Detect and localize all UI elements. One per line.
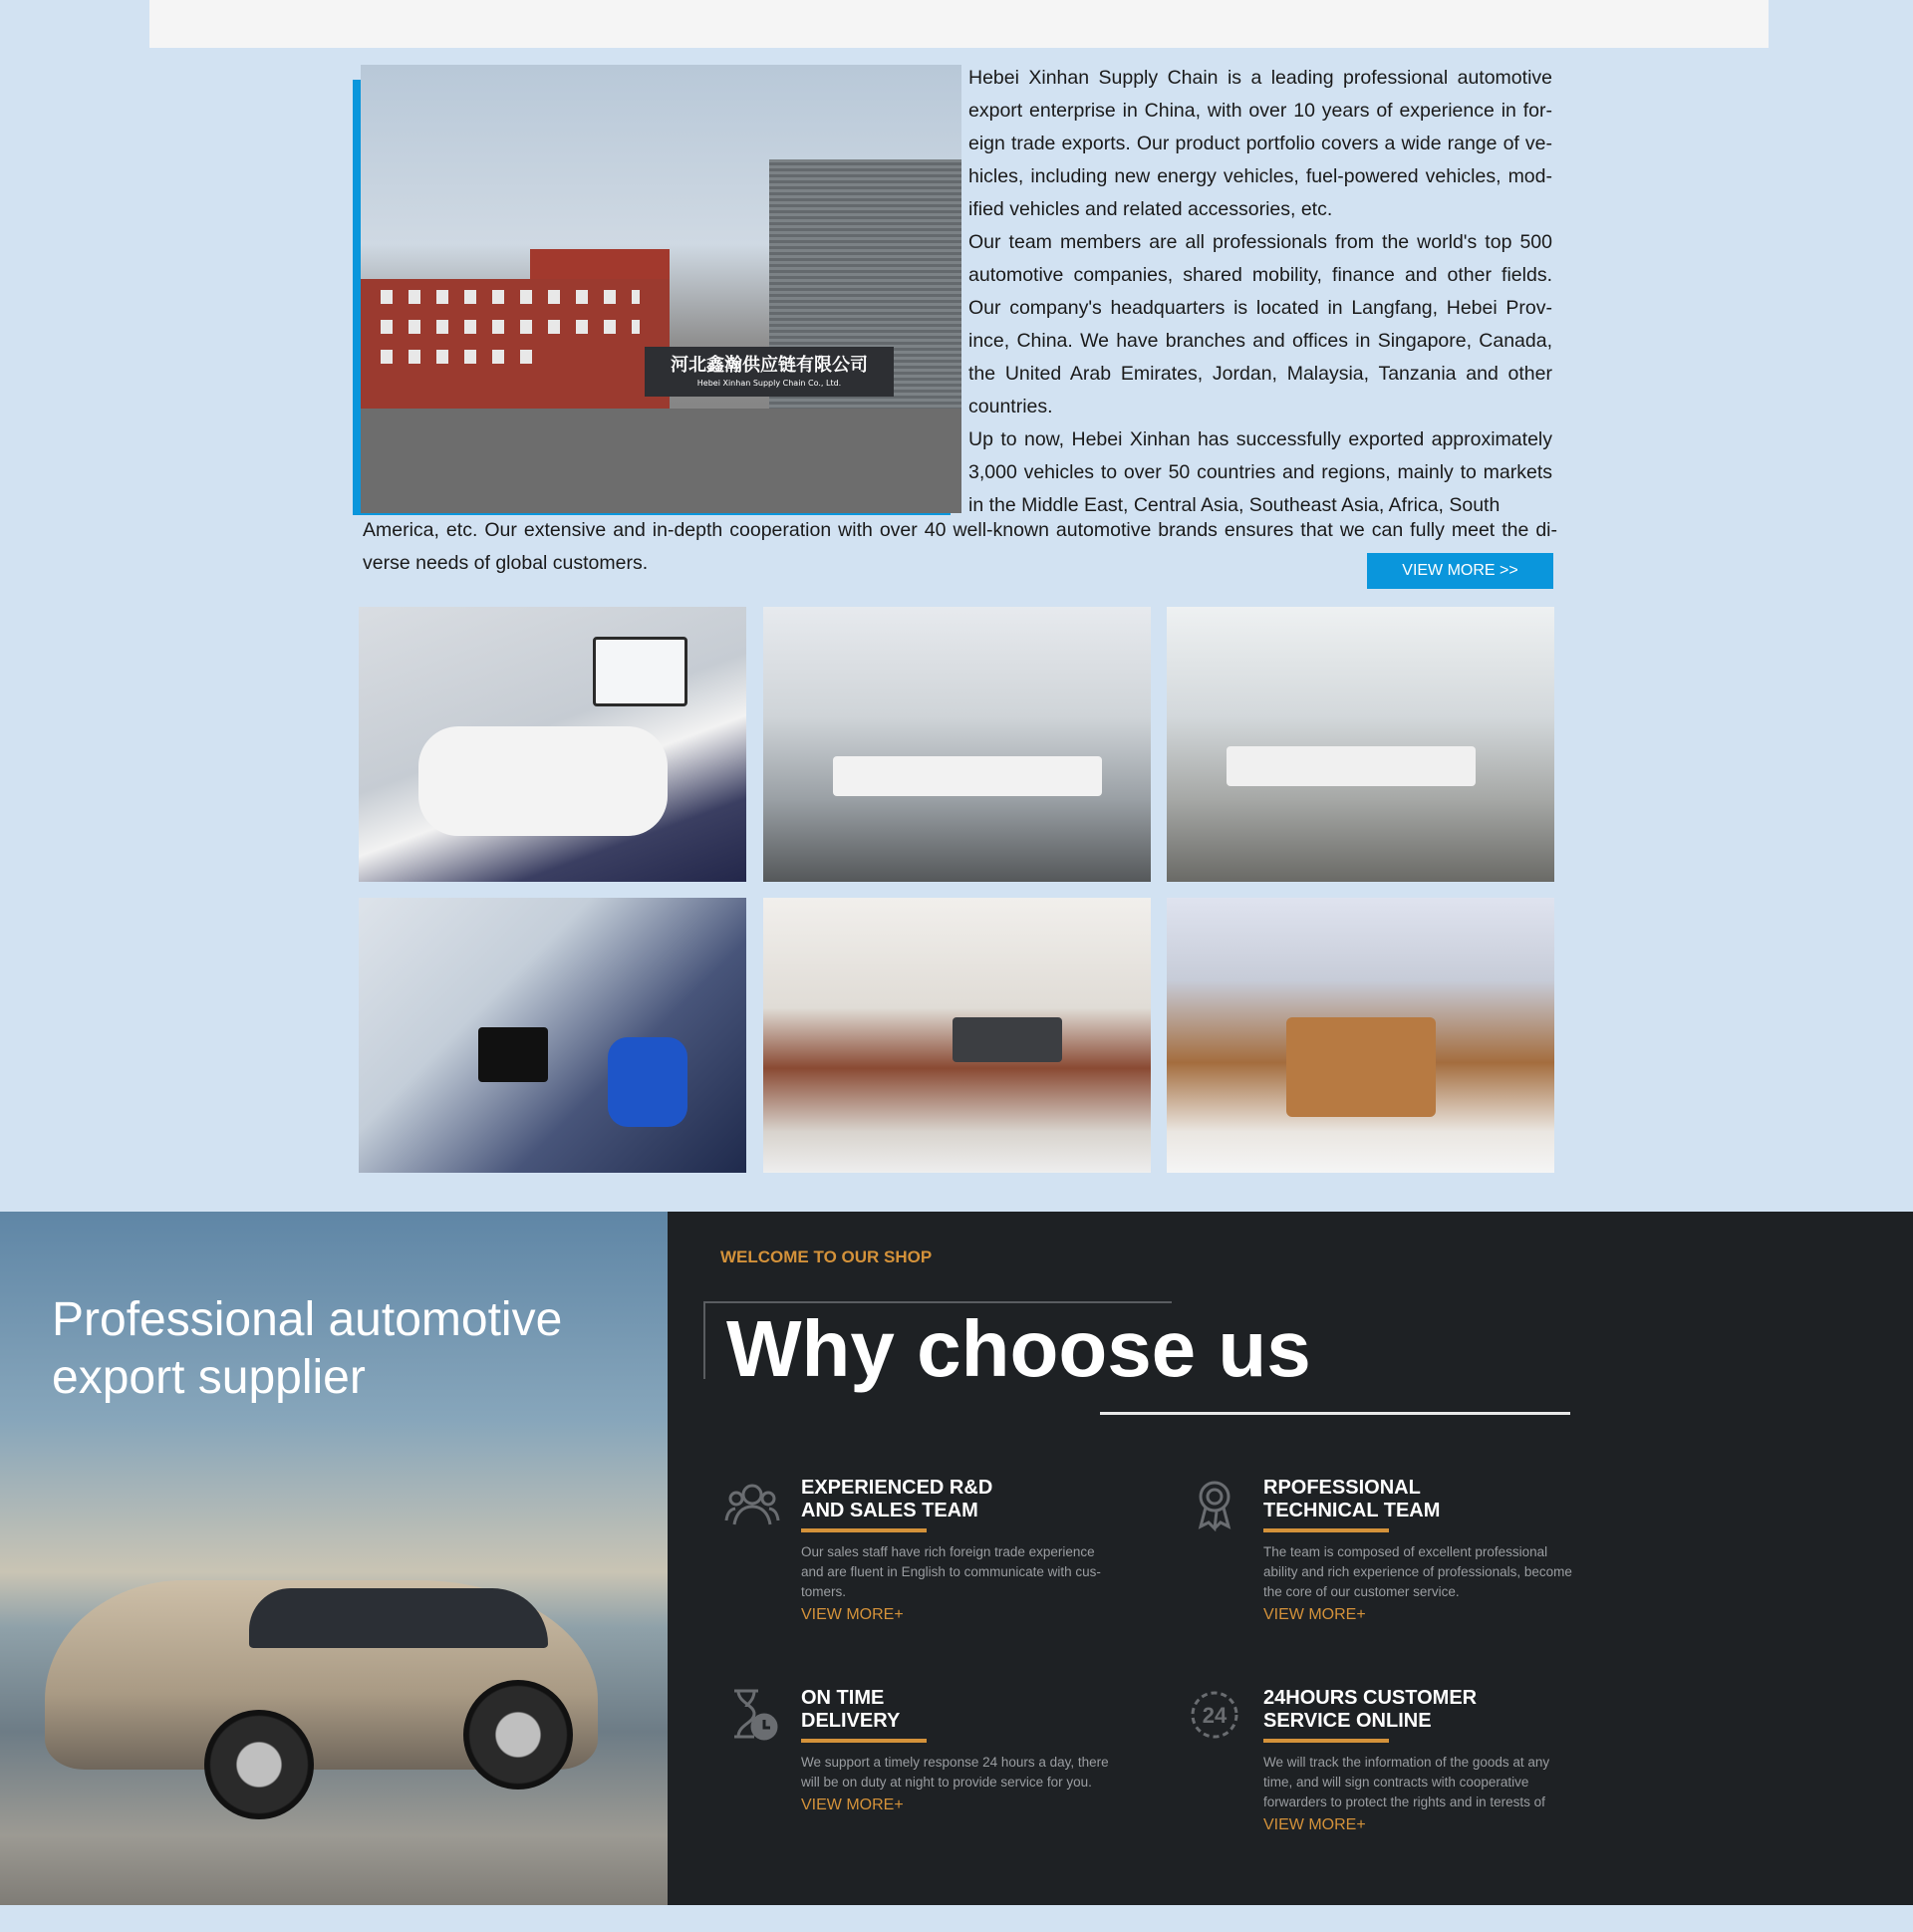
feature-title-line-2: TECHNICAL TEAM (1263, 1500, 1441, 1521)
24-hours-icon (1187, 1687, 1242, 1743)
gallery-photo-meeting[interactable] (359, 607, 746, 882)
gallery-photo-workstation[interactable] (359, 898, 746, 1173)
company-sign-cn: 河北鑫瀚供应链有限公司 (671, 355, 868, 376)
sofa (953, 1017, 1062, 1062)
award-icon (1187, 1477, 1242, 1532)
top-strip (149, 0, 1769, 48)
feature-description: We will track the information of the goods at any time, and will sign contracts with cooperative forwarders to protect the rights and in terests of (1263, 1755, 1550, 1809)
gallery-photo-executive-office[interactable] (763, 898, 1151, 1173)
hero-car-panel (0, 1212, 668, 1905)
team-icon (724, 1477, 780, 1532)
feature-view-more-link[interactable]: VIEW MORE+ (801, 1796, 904, 1813)
desk (833, 756, 1102, 796)
company-building-photo (361, 65, 961, 513)
feature-description: The team is composed of excellent professional ability and rich experience of professionals, become the core of our customer service. (1263, 1544, 1572, 1599)
window-row (381, 320, 640, 334)
feature-title-line-2: DELIVERY (801, 1710, 901, 1732)
feature-title-line-1: EXPERIENCED R&D (801, 1477, 993, 1499)
24-hours-icon-text: 24 (1202, 1703, 1228, 1728)
why-choose-us-panel (668, 1212, 1913, 1905)
welcome-label: WELCOME TO OUR SHOP (720, 1247, 933, 1266)
hourglass-clock-icon (724, 1687, 780, 1743)
person (608, 1037, 687, 1127)
feature-title-line-1: 24HOURS CUSTOMER (1263, 1687, 1478, 1709)
feature-24h-service (1202, 1687, 1642, 1834)
hero-title (52, 1291, 650, 1407)
office-gallery (359, 607, 1554, 1173)
feature-accent-bar (801, 1528, 927, 1532)
about-paragraph-3: Up to now, Hebei Xinhan has successfully exported approximately 3,000 vehicles to over 50 countries and regions, mainly to markets in the Middle East, Central Asia, Southeast Asia, Africa, South (968, 428, 1552, 516)
window-row (381, 290, 640, 304)
feature-description: Our sales staff have rich foreign trade experience and are fluent in English to communicate with cus-tomers. (801, 1544, 1101, 1599)
gallery-photo-office-2[interactable] (1167, 607, 1554, 882)
gallery-photo-conference-room[interactable] (1167, 898, 1554, 1173)
feature-sales-team (801, 1477, 1180, 1624)
about-text (968, 62, 1552, 522)
feature-accent-bar (1263, 1528, 1389, 1532)
road (361, 409, 961, 513)
feature-title-line-2: AND SALES TEAM (801, 1500, 978, 1521)
window-row (381, 350, 540, 364)
car-wheel-front (204, 1710, 314, 1819)
about-paragraph-2: Our team members are all professionals from the world's top 500 automotive companies, shared mobility, finance and other fields. Our company's headquarters is located in Langfang, Hebei Prov-ince, China. We have branches and offices in Singapore, Canada, the United Arab Emirates, Jordan, Malaysia, Tanzania and other countries. (968, 231, 1552, 417)
view-more-button[interactable]: VIEW MORE >> (1367, 553, 1553, 589)
why-title: Why choose us (726, 1304, 1311, 1393)
feature-on-time-delivery (801, 1687, 1180, 1814)
car-window (249, 1588, 548, 1648)
monitor (478, 1027, 548, 1082)
table (418, 726, 668, 836)
conference-table (1286, 1017, 1436, 1117)
feature-title-line-1: ON TIME (801, 1687, 885, 1709)
feature-view-more-link[interactable]: VIEW MORE+ (1263, 1816, 1366, 1833)
hero-title-line-1: Professional automotive (52, 1293, 563, 1346)
about-paragraph-3-continued: America, etc. Our extensive and in-depth cooperation with over 40 well-known automotive brands ensures that we can fully meet the di-verse needs of global customers. (363, 519, 1557, 574)
feature-title-line-1: RPOFESSIONAL (1263, 1477, 1421, 1499)
feature-title-line-2: SERVICE ONLINE (1263, 1710, 1432, 1732)
feature-view-more-link[interactable]: VIEW MORE+ (1263, 1606, 1366, 1623)
desk (1227, 746, 1476, 786)
car-wheel-rear (463, 1680, 573, 1790)
feature-description: We support a timely response 24 hours a day, there will be on duty at night to provide service for you. (801, 1755, 1109, 1790)
feature-accent-bar (1263, 1739, 1389, 1743)
about-paragraph-1: Hebei Xinhan Supply Chain is a leading professional automotive export enterprise in China, with over 10 years of experience in for-eign trade exports. Our product portfolio covers a wide range of ve-hicles, including new energy vehicles, fuel-powered vehicles, mod-ified vehicles and related accessories, etc. (968, 67, 1552, 220)
hero-title-line-2: export supplier (52, 1351, 366, 1404)
title-underline (1100, 1412, 1570, 1415)
company-sign-en: Hebei Xinhan Supply Chain Co., Ltd. (696, 379, 842, 388)
feature-accent-bar (801, 1739, 927, 1743)
feature-technical-team (1263, 1477, 1642, 1624)
screen (593, 637, 687, 706)
company-sign (645, 347, 894, 397)
gallery-photo-office-1[interactable] (763, 607, 1151, 882)
feature-view-more-link[interactable]: VIEW MORE+ (801, 1606, 904, 1623)
